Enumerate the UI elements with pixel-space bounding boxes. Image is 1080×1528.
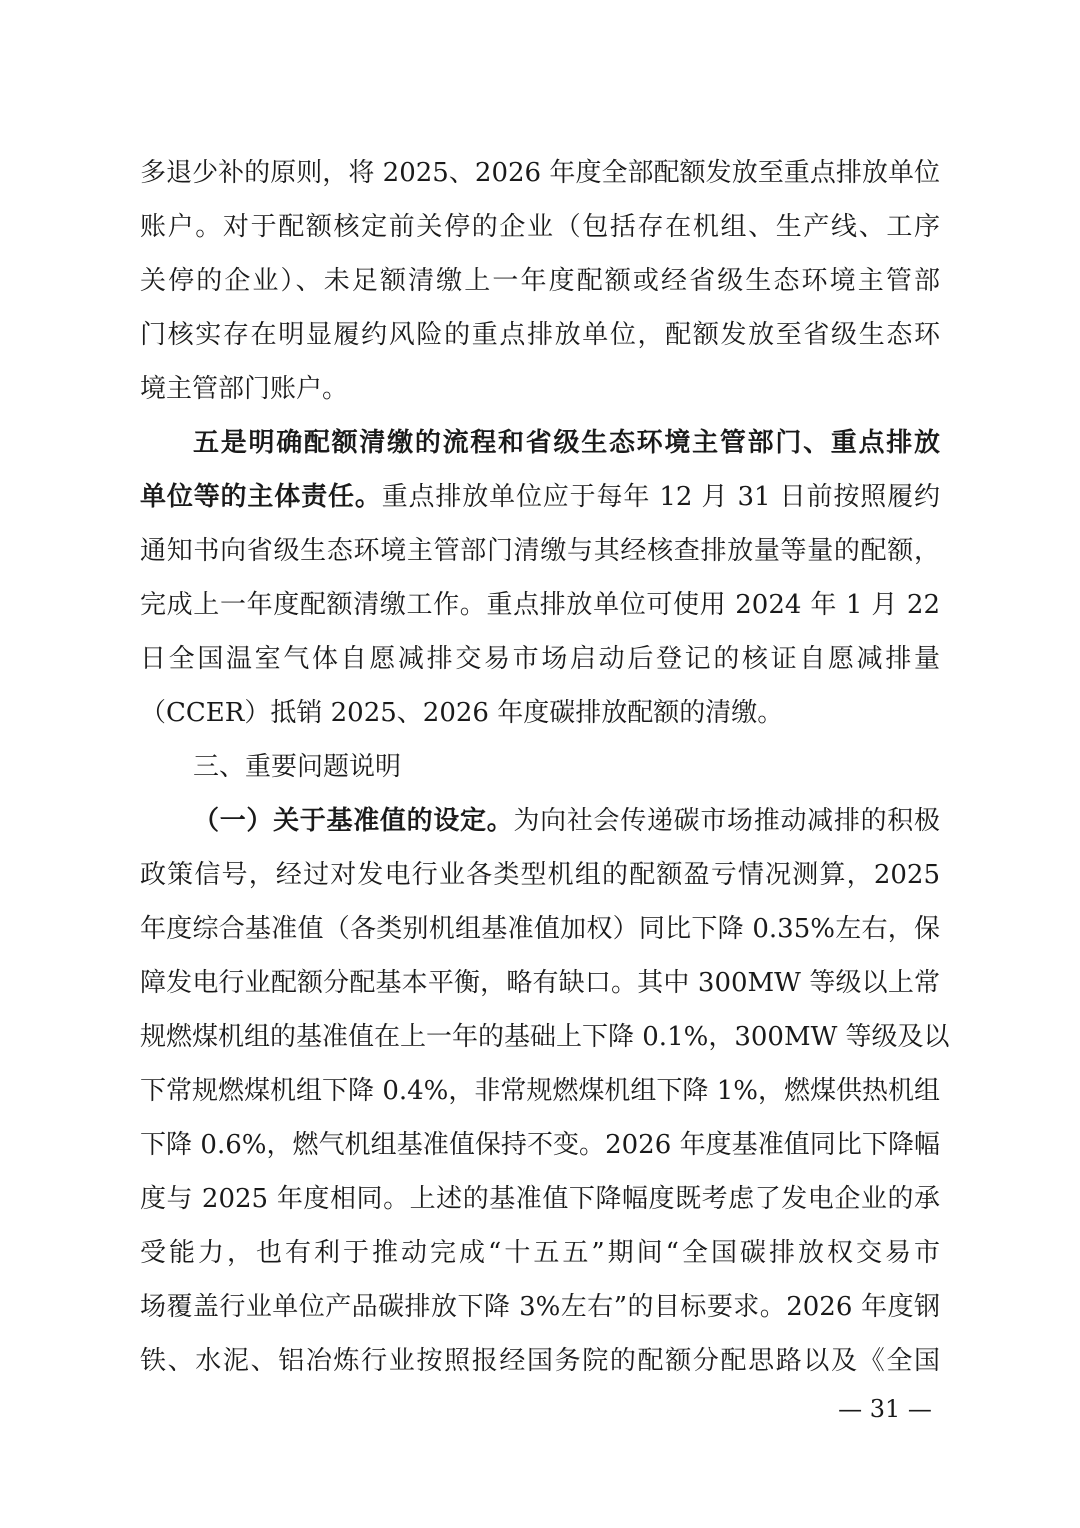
body-text-line: 境主管部门账户。 — [140, 374, 349, 404]
body-text-line — [193, 794, 940, 848]
body-text-line: 场覆盖行业单位产品碳排放下降 3%左右”的目标要求。2026 年度钢 — [140, 1292, 940, 1322]
body-text-line: 完成上一年度配额清缴工作。重点排放单位可使用 2024 年 1 月 22 — [140, 590, 940, 620]
body-text-line: 年度综合基准值（各类别机组基准值加权）同比下降 0.35%左右，保 — [140, 914, 940, 944]
body-text-line: 多退少补的原则，将 2025、2026 年度全部配额发放至重点排放单位 — [140, 158, 940, 188]
body-text-line: 政策信号，经过对发电行业各类型机组的配额盈亏情况测算，2025 — [140, 860, 940, 890]
body-text-line: 通知书向省级生态环境主管部门清缴与其经核查排放量等量的配额， — [140, 536, 940, 566]
bold-lead-text: （一）关于基准值的设定。 — [193, 806, 514, 836]
body-text-line: 门核实存在明显履约风险的重点排放单位，配额发放至省级生态环 — [140, 320, 940, 350]
body-text-line: 账户。对于配额核定前关停的企业（包括存在机组、生产线、工序 — [140, 212, 940, 242]
bold-lead-line: 五是明确配额清缴的流程和省级生态环境主管部门、重点排放 — [193, 428, 940, 458]
page-number: — 31 — — [838, 1395, 932, 1423]
body-text-line: （CCER）抵销 2025、2026 年度碳排放配额的清缴。 — [140, 698, 784, 728]
body-text-line: 下常规燃煤机组下降 0.4%，非常规燃煤机组下降 1%，燃煤供热机组 — [140, 1076, 940, 1106]
body-text-line — [140, 470, 940, 524]
section-heading: 三、重要问题说明 — [193, 752, 402, 782]
body-text-line: 受能力，也有利于推动完成“十五五”期间“全国碳排放权交易市 — [140, 1238, 940, 1268]
body-text-line: 规燃煤机组的基准值在上一年的基础上下降 0.1%，300MW 等级及以 — [140, 1022, 950, 1052]
body-text-run: 重点排放单位应于每年 12 月 31 日前按照履约 — [381, 482, 940, 512]
body-text-line: 障发电行业配额分配基本平衡，略有缺口。其中 300MW 等级以上常 — [140, 968, 940, 998]
body-text-run: 为向社会传递碳市场推动减排的积极 — [513, 806, 940, 836]
body-text-line: 关停的企业）、未足额清缴上一年度配额或经省级生态环境主管部 — [140, 266, 940, 296]
body-text-line: 下降 0.6%，燃气机组基准值保持不变。2026 年度基准值同比下降幅 — [140, 1130, 940, 1160]
body-text-line: 铁、水泥、铝冶炼行业按照报经国务院的配额分配思路以及《全国 — [140, 1346, 940, 1376]
body-text-line: 度与 2025 年度相同。上述的基准值下降幅度既考虑了发电企业的承 — [140, 1184, 940, 1214]
body-text-line: 日全国温室气体自愿减排交易市场启动后登记的核证自愿减排量 — [140, 644, 940, 674]
bold-lead-text: 单位等的主体责任。 — [140, 482, 382, 512]
